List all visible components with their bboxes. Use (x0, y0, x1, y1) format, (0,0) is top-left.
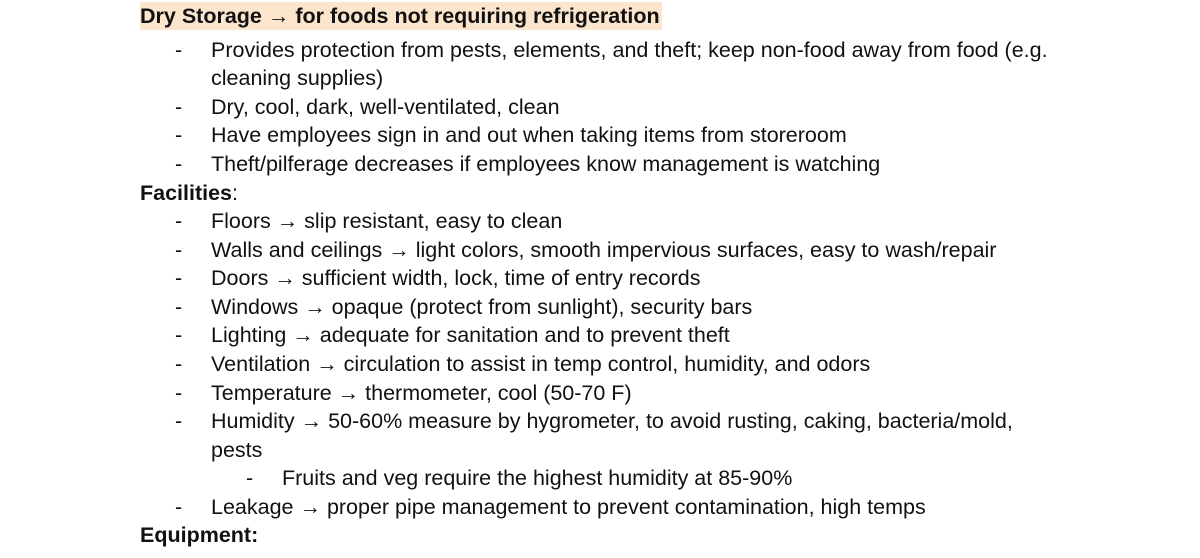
bullet-marker: - (175, 323, 183, 347)
list-item: Leakage → proper pipe management to prevent contamination, high temps (211, 495, 926, 519)
list-item: Dry, cool, dark, well-ventilated, clean (211, 95, 560, 119)
sub-bullet-marker: - (246, 466, 254, 490)
list-item: Have employees sign in and out when taking items from storeroom (211, 123, 847, 147)
list-item: Doors → sufficient width, lock, time of entry records (211, 266, 701, 290)
list-item: Lighting → adequate for sanitation and to prevent theft (211, 323, 730, 347)
heading-facilities-text: Facilities (140, 181, 233, 205)
list-item-continuation: cleaning supplies) (211, 66, 384, 90)
heading-equipment (140, 521, 258, 549)
bullet-marker: - (175, 152, 183, 176)
bullet-marker: - (175, 38, 183, 62)
heading-equipment-text: Equipment: (140, 523, 259, 547)
bullet-marker: - (175, 123, 183, 147)
list-item: Humidity → 50-60% measure by hygrometer, to avoid rusting, caking, bacteria/mold, (211, 409, 1013, 433)
list-item: Theft/pilferage decreases if employees know management is watching (211, 152, 881, 176)
heading-dry-storage (140, 2, 662, 30)
heading-dry-storage-text: Dry Storage → for foods not requiring refrigeration (140, 4, 660, 28)
list-item: Windows → opaque (protect from sunlight), security bars (211, 295, 753, 319)
list-item-continuation: pests (211, 438, 263, 462)
bullet-marker: - (175, 295, 183, 319)
bullet-marker: - (175, 409, 183, 433)
list-item: Floors → slip resistant, easy to clean (211, 209, 563, 233)
heading-facilities (140, 179, 238, 207)
heading-facilities-colon: : (232, 181, 238, 205)
list-item: Provides protection from pests, elements, and theft; keep non-food away from food (e.g. (211, 38, 1048, 62)
sub-list-item: Fruits and veg require the highest humidity at 85-90% (282, 466, 793, 490)
bullet-marker: - (175, 381, 183, 405)
bullet-marker: - (175, 495, 183, 519)
bullet-marker: - (175, 352, 183, 376)
bullet-marker: - (175, 209, 183, 233)
list-item: Temperature → thermometer, cool (50-70 F) (211, 381, 632, 405)
bullet-marker: - (175, 238, 183, 262)
list-item: Ventilation → circulation to assist in temp control, humidity, and odors (211, 352, 871, 376)
bullet-marker: - (175, 266, 183, 290)
bullet-marker: - (175, 95, 183, 119)
list-item: Walls and ceilings → light colors, smooth impervious surfaces, easy to wash/repair (211, 238, 997, 262)
